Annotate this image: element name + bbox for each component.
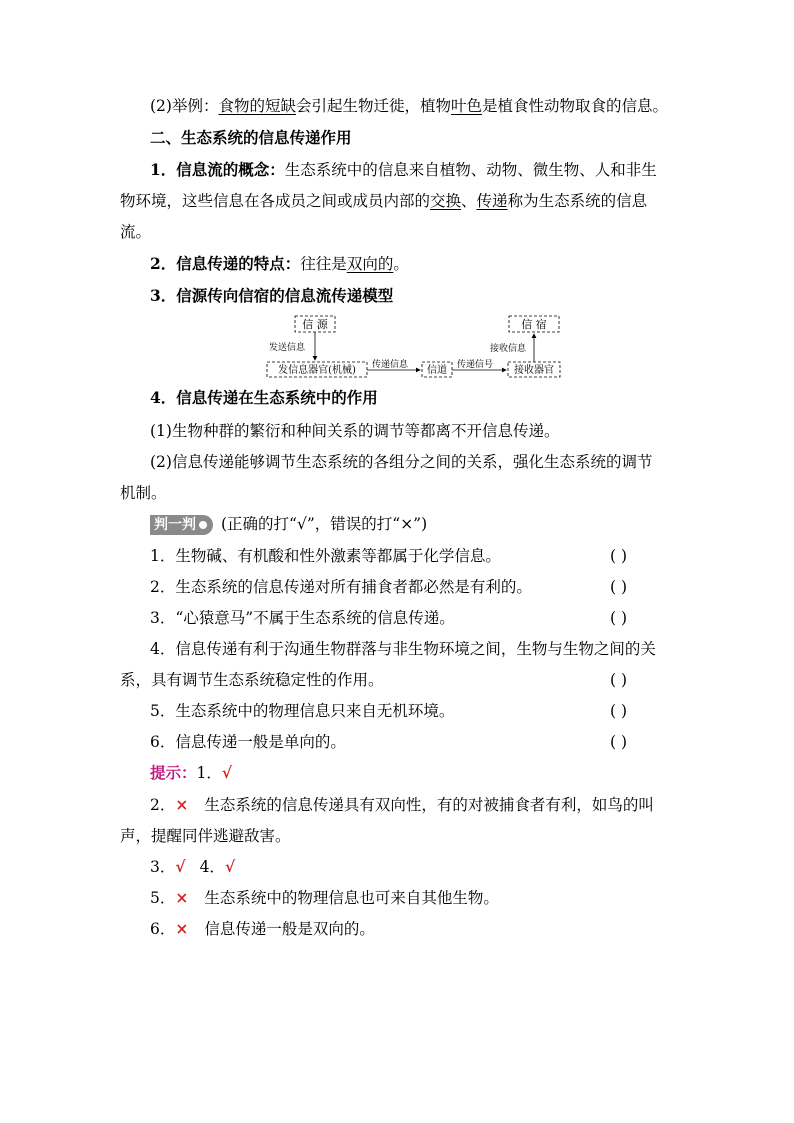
transmit-info-label: 传递信息 xyxy=(372,360,409,370)
feature-value: 双向的 xyxy=(346,255,394,273)
judge-q5: 5．生态系统中的物理信息只来自无机环境。 ( ) xyxy=(150,702,628,720)
judge-tag: 判一判 xyxy=(150,515,213,535)
judge-q5-paren: ( ) xyxy=(610,702,628,720)
judge-header xyxy=(150,514,710,535)
receiver-organ-label: 接收器官 xyxy=(514,365,554,376)
judge-q2: 2．生态系统的信息传递对所有捕食者都必然是有利的。 ( ) xyxy=(150,578,628,596)
hint-line-1 xyxy=(150,763,710,783)
source-label: 信 源 xyxy=(302,318,328,331)
judge-q3-paren: ( ) xyxy=(610,609,628,627)
hint-4-check-icon: √ xyxy=(224,857,236,876)
example-suffix: 是植食性动物取食的信息。 xyxy=(482,97,669,115)
hints-label: 提示： xyxy=(150,763,197,782)
judge-q3: 3．“心猿意马”不属于生态系统的信息传递。 ( ) xyxy=(150,609,628,627)
hint-line-5 xyxy=(150,888,710,908)
hint-1-check-icon: √ xyxy=(221,763,233,782)
hint-2-cross-icon: × xyxy=(175,795,189,814)
hint-2-num: 2． xyxy=(150,796,176,814)
concept-label: 1．信息流的概念： xyxy=(150,160,285,179)
concept-exchange: 交换 xyxy=(430,192,462,210)
example-leaf-color: 叶色 xyxy=(451,97,483,115)
feature-suffix: 。 xyxy=(393,255,409,273)
concept-transmit: 传递 xyxy=(476,192,508,210)
example-food-shortage: 食物的短缺 xyxy=(218,97,296,115)
hint-3-check-icon: √ xyxy=(175,857,186,876)
model-title: 3．信源传向信宿的信息流传递模型 xyxy=(150,286,394,305)
hint-line-3 xyxy=(150,857,710,877)
hint-line-2 xyxy=(150,795,710,815)
receive-info-label: 接收信息 xyxy=(490,344,527,354)
concept-line-1 xyxy=(150,160,710,180)
feature-line xyxy=(150,254,710,274)
example-mid: 会引起生物迁徙，植物 xyxy=(295,97,451,115)
role-item-2b: 机制。 xyxy=(120,484,167,502)
info-flow-diagram xyxy=(262,312,572,380)
hint-5-cross-icon: × xyxy=(175,888,189,907)
example-prefix: (2)举例： xyxy=(150,97,219,115)
role-item-1: (1)生物种群的繁衍和种间关系的调节等都离不开信息传递。 xyxy=(150,422,560,440)
hint-2-text: 生态系统的信息传递具有双向性，有的对被捕食者有利，如鸟的叫 xyxy=(204,796,654,814)
concept-text-2a: 物环境，这些信息在各成员之间或成员内部的 xyxy=(120,192,431,210)
concept-sep: 、 xyxy=(461,192,477,210)
hint-line-6 xyxy=(150,919,710,939)
judge-q4b: 系，具有调节生态系统稳定性的作用。 ( ) xyxy=(120,671,628,689)
sink-label: 信 宿 xyxy=(521,318,547,331)
example-line xyxy=(150,96,710,116)
role-title: 4．信息传递在生态系统中的作用 xyxy=(150,388,378,407)
concept-line-2 xyxy=(120,191,680,211)
hint-6-text: 信息传递一般是双向的。 xyxy=(204,920,375,938)
send-info-label: 发送信息 xyxy=(269,343,306,353)
judge-tag-dot xyxy=(199,521,207,529)
section2-title: 二、生态系统的信息传递作用 xyxy=(150,128,352,147)
judge-instruction: (正确的打“√”，错误的打“×”) xyxy=(221,515,428,533)
judge-q4a: 4．信息传递有利于沟通生物群落与非生物环境之间，生物与生物之间的关 xyxy=(150,640,656,658)
feature-label: 2．信息传递的特点： xyxy=(150,254,301,273)
judge-q1: 1．生物碱、有机酸和性外激素等都属于化学信息。 ( ) xyxy=(150,547,628,565)
hint-1-num: 1． xyxy=(196,764,222,782)
judge-q1-paren: ( ) xyxy=(610,547,628,565)
feature-prefix: 往往是 xyxy=(300,255,347,273)
concept-line-3: 流。 xyxy=(120,223,152,241)
hint-6-cross-icon: × xyxy=(175,919,189,938)
hint-5-text: 生态系统中的物理信息也可来自其他生物。 xyxy=(204,889,499,907)
channel-label: 信道 xyxy=(427,365,447,376)
transmit-signal-label: 传递信号 xyxy=(457,360,494,370)
hint-line-2b: 声，提醒同伴逃避敌害。 xyxy=(120,827,291,845)
judge-q2-paren: ( ) xyxy=(610,578,628,596)
role-item-2a: (2)信息传递能够调节生态系统的各组分之间的关系，强化生态系统的调节 xyxy=(150,453,653,471)
hint-5-num: 5． xyxy=(150,889,176,907)
hint-4-num: 4． xyxy=(199,858,225,876)
sender-organ-label: 发信息器官(机械) xyxy=(278,365,356,376)
concept-text-2b: 称为生态系统的信息 xyxy=(507,192,648,210)
judge-q6-paren: ( ) xyxy=(610,733,628,751)
judge-q6: 6．信息传递一般是单向的。 ( ) xyxy=(150,733,628,751)
concept-text-1: 生态系统中的信息来自植物、动物、微生物、人和非生 xyxy=(284,161,657,179)
hint-3-num: 3． xyxy=(150,858,176,876)
judge-q4-paren: ( ) xyxy=(610,671,628,689)
hint-6-num: 6． xyxy=(150,920,176,938)
